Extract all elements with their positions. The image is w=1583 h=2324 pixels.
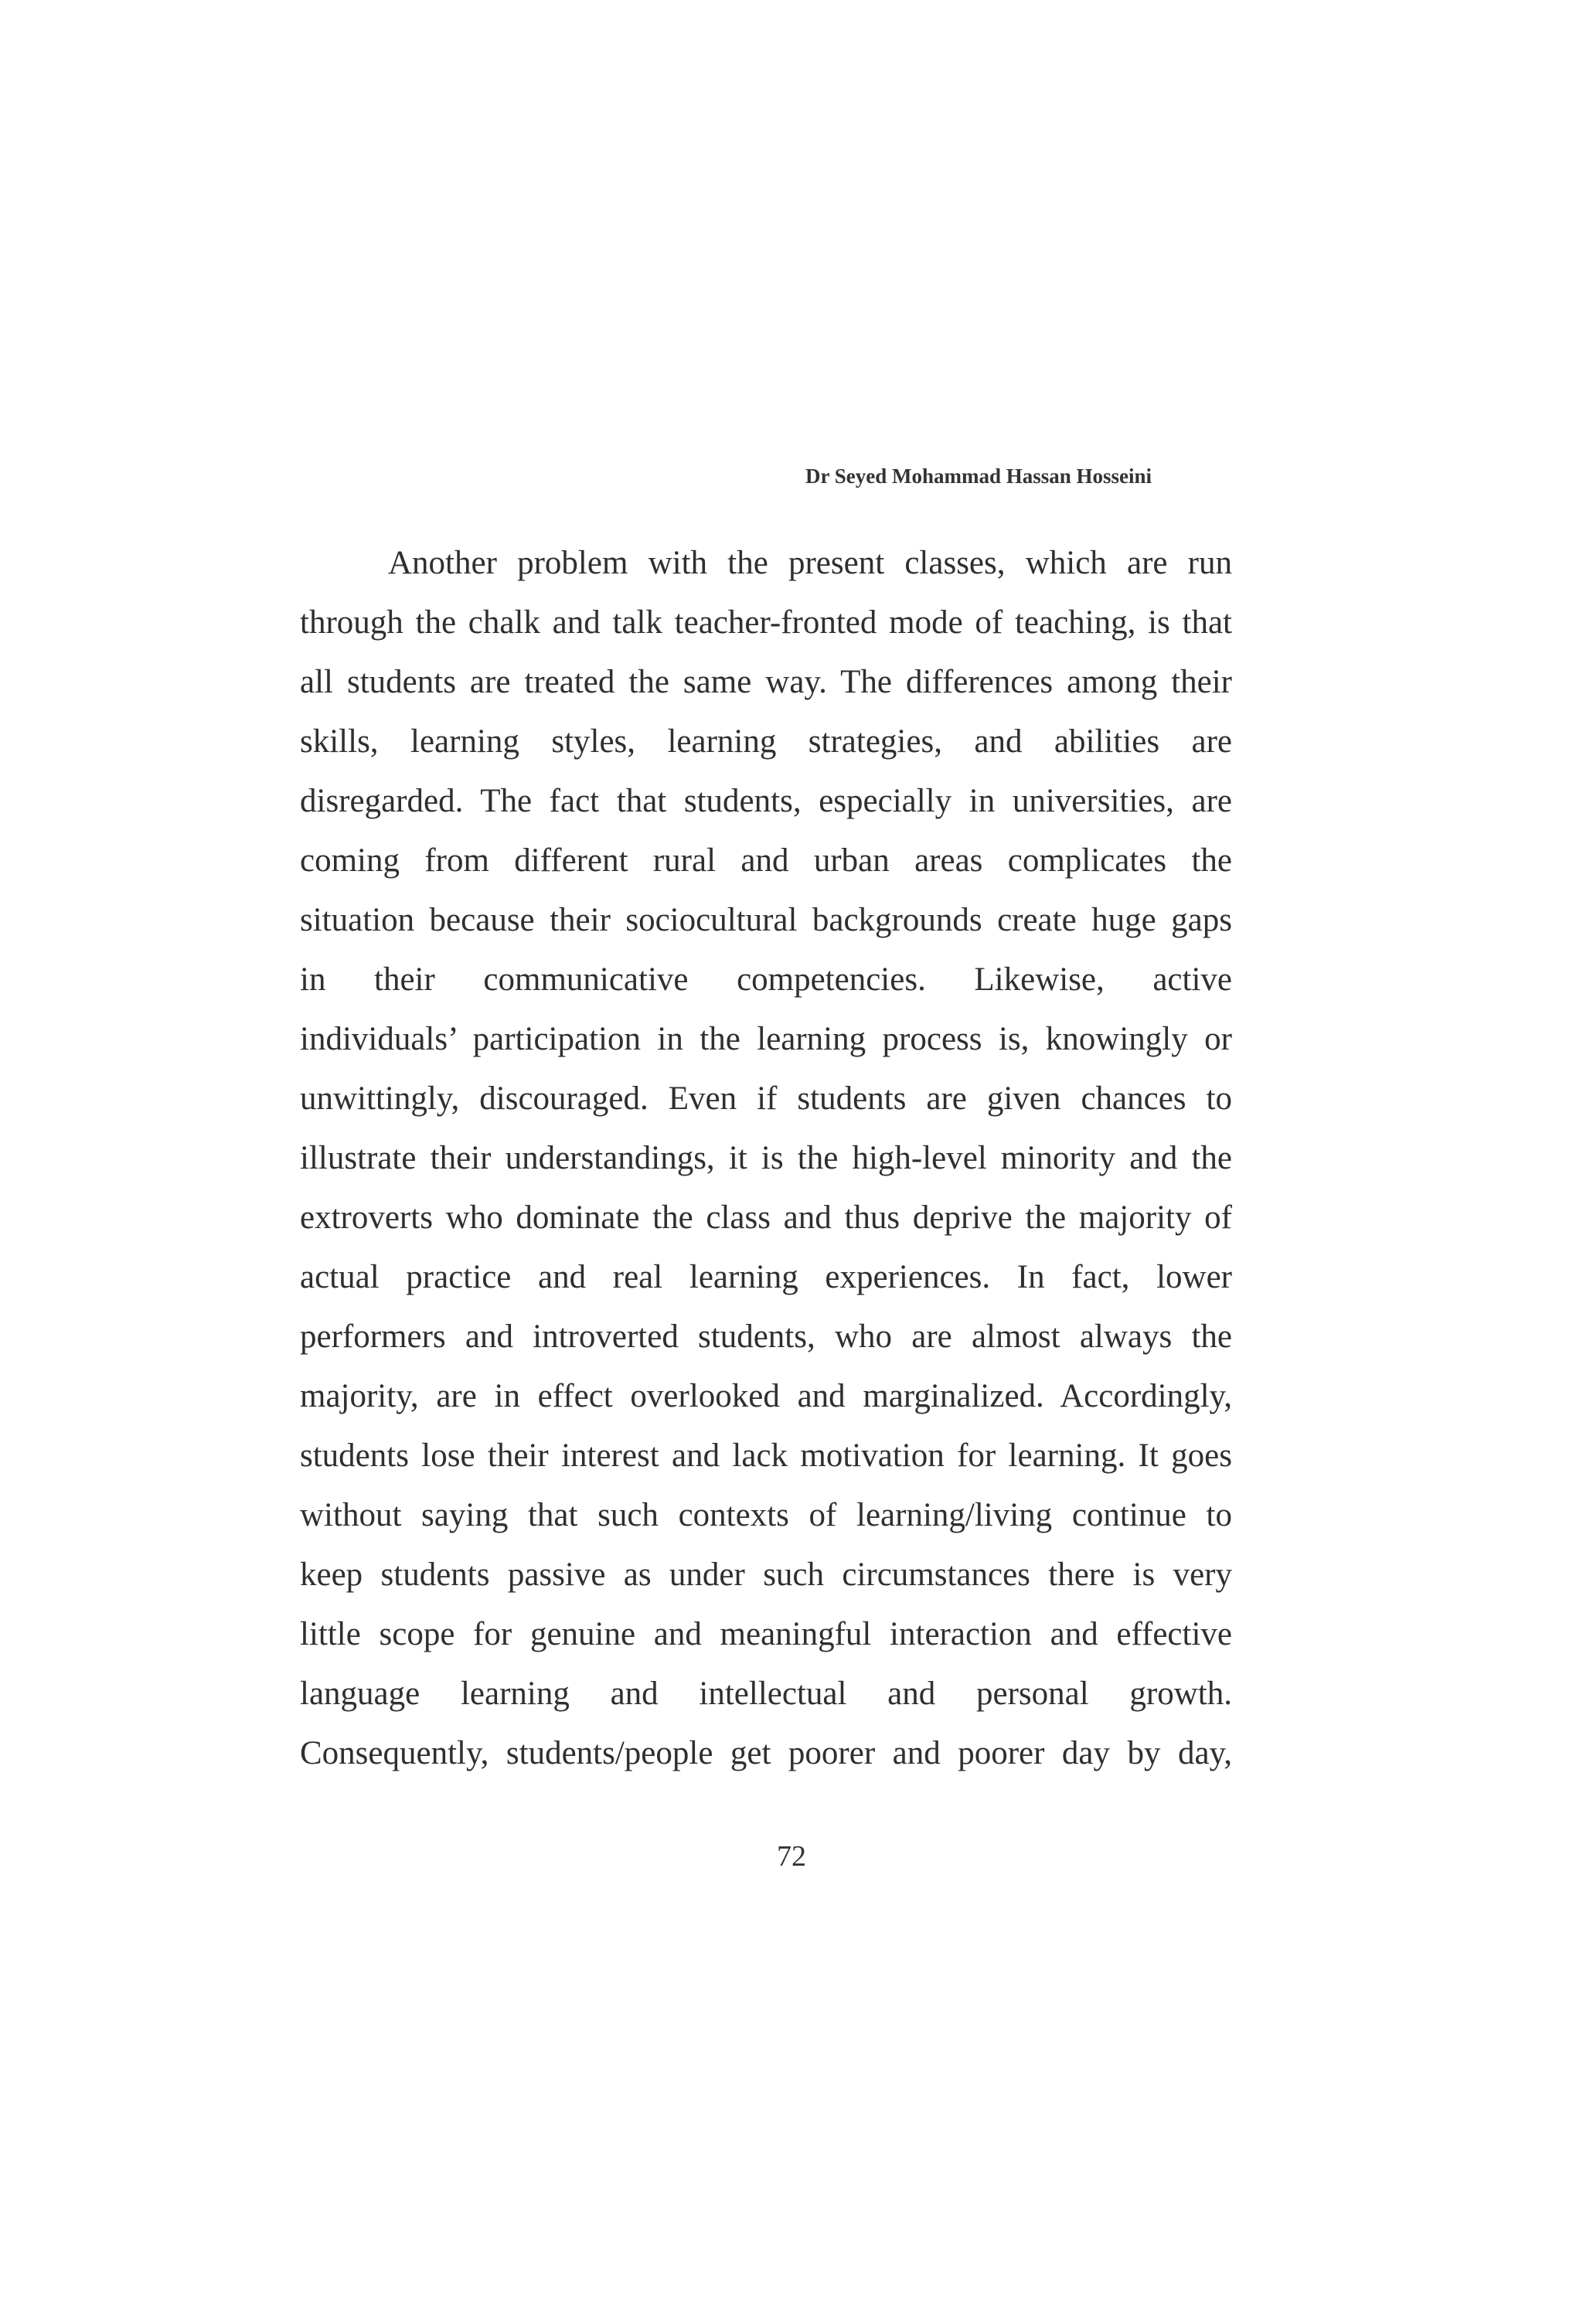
paragraph-line: keep students passive as under such circumstances there is very xyxy=(300,1557,1232,1593)
paragraph-line: situation because their sociocultural backgrounds create huge gaps xyxy=(300,902,1232,938)
paragraph-line: extroverts who dominate the class and thus deprive the majority of xyxy=(300,1199,1232,1236)
paragraph-line: individuals’ participation in the learning process is, knowingly or xyxy=(300,1021,1232,1057)
paragraph-line: skills, learning styles, learning strategies, and abilities are xyxy=(300,723,1232,760)
paragraph-line: language learning and intellectual and personal growth. xyxy=(300,1676,1232,1712)
paragraph-line: unwittingly, discouraged. Even if students are given chances to xyxy=(300,1080,1232,1117)
paragraph-line: coming from different rural and urban areas complicates the xyxy=(300,842,1232,879)
paragraph-line: students lose their interest and lack motivation for learning. It goes xyxy=(300,1438,1232,1474)
paragraph-line: Another problem with the present classes, which are run xyxy=(388,545,1232,581)
body-paragraph xyxy=(300,533,1232,1783)
paragraph-line: majority, are in effect overlooked and marginalized. Accordingly, xyxy=(300,1378,1232,1414)
paragraph-line: Consequently, students/people get poorer and poorer day by day, xyxy=(300,1735,1232,1771)
paragraph-line: performers and introverted students, who are almost always the xyxy=(300,1319,1232,1355)
paragraph-line: illustrate their understandings, it is the high-level minority and the xyxy=(300,1140,1232,1176)
paragraph-line: little scope for genuine and meaningful interaction and effective xyxy=(300,1616,1232,1652)
paragraph-line: through the chalk and talk teacher-fronted mode of teaching, is that xyxy=(300,604,1232,641)
page-number: 72 xyxy=(777,1840,806,1873)
paragraph-line: actual practice and real learning experiences. In fact, lower xyxy=(300,1259,1232,1295)
paragraph-line: in their communicative competencies. Likewise, active xyxy=(300,961,1232,998)
paragraph-line: disregarded. The fact that students, especially in universities, are xyxy=(300,783,1232,819)
paragraph-line: without saying that such contexts of learning/living continue to xyxy=(300,1497,1232,1533)
running-header-author: Dr Seyed Mohammad Hassan Hosseini xyxy=(805,464,1152,488)
paragraph-line: all students are treated the same way. The differences among their xyxy=(300,664,1232,700)
